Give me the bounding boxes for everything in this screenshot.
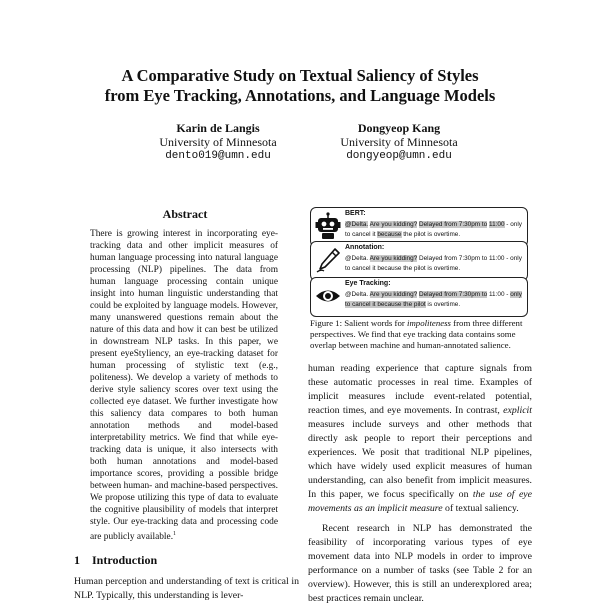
paragraph: Recent research in NLP has demonstrated the feasibility of incorporating various types of eye movement data into NLP models in order to improve performance on a number of tasks (see Table 2 for an overview). However, this is still an underexplored area; best practices remain unclear. xyxy=(308,523,532,604)
author-email: dento019@umn.edu xyxy=(165,150,271,162)
plain-word: 11:00 - xyxy=(487,291,511,298)
author-block-2 xyxy=(289,121,509,163)
robot-icon xyxy=(315,212,341,240)
text-run: human reading experience that capture signals from these automatic processes in real time. Examples of implicit measures include event-related potential, reaction times, and eye movements. In contrast, xyxy=(308,363,532,416)
salient-word: 11:00 xyxy=(489,221,505,228)
intro-paragraph: Human perception and understanding of text is critical in NLP. Typically, this understanding is lever- xyxy=(74,576,299,601)
figure-box-annotation xyxy=(310,241,528,281)
plain-word: is overtime. xyxy=(425,301,461,308)
box-text xyxy=(345,254,525,274)
author-affiliation: University of Minnesota xyxy=(340,135,458,149)
footnote-mark: 1 xyxy=(173,531,177,537)
author-name: Karin de Langis xyxy=(176,121,260,135)
salient-word: Delayed from 7:30pm to xyxy=(419,221,488,228)
salient-word: @Delta. xyxy=(345,221,369,228)
paper-title-line-1: A Comparative Study on Textual Saliency of Styles xyxy=(121,66,479,85)
pen-icon xyxy=(315,246,341,274)
text-run: measures include surveys and other methods that directly ask people to report their perceptions and experiences. We posit that traditional NLP pipelines, which have widely used explicit measures of human understanding, can also benefit from implicit measures. In this paper, we focus specifically on xyxy=(308,419,532,500)
salient-word: Are you kidding? xyxy=(369,221,418,228)
plain-word: Delayed from 7:30pm to 11:00 - only to cancel it because the pilot is overtime. xyxy=(345,255,522,272)
abstract-body xyxy=(90,228,278,543)
box-text xyxy=(345,220,525,240)
caption-suffix: from three different perspectives. We find that eye tracking data contains some overlap between machine and human-annotated salience. xyxy=(310,318,523,350)
text-run: of textual saliency. xyxy=(442,503,519,514)
eye-icon xyxy=(315,282,341,310)
salient-word: because xyxy=(377,231,402,238)
section-heading xyxy=(74,553,157,568)
box-text xyxy=(345,290,525,310)
abstract-text: There is growing interest in incorporating eye-tracking data and other implicit measures of human language processing into natural language processing (NLP) pipelines. The data from human language processing contain unique insight into human linguistic understanding that could be exploited by language models. However, many unanswered questions remain about the nature of this data and how it can best be utilized in downstream NLP tasks. In this paper, we present eyeStyliency, an eye-tracking dataset for human processing of stylistic text (e.g., politeness). We develop a variety of methods to derive style saliency scores over text using the collected eye dataset. We further investigate how this saliency data compares to both human annotation methods and model-based interpretability metrics. We find that while eye-tracking data is unique, it also intersects with both human annotations and model-based importance scores, providing a possible bridge between human- and machine-based perspectives. We propose utilizing this type of data to evaluate the cognitive plausibility of models that interpret style. Our eye-tracking data and processing code are publicly available. xyxy=(90,229,278,543)
box-label: Annotation: xyxy=(345,244,385,251)
plain-word: the pilot is overtime. xyxy=(401,231,461,238)
right-column-text xyxy=(308,362,532,612)
abstract-heading: Abstract xyxy=(162,207,208,221)
plain-word: - only to cancel it xyxy=(345,221,522,238)
salient-word: Are you kidding? xyxy=(369,291,418,298)
figure-caption xyxy=(310,318,528,351)
figure-box-eye-tracking xyxy=(310,277,528,317)
box-label: Eye Tracking: xyxy=(345,280,391,287)
plain-word: @Delta. xyxy=(345,291,370,298)
box-label: BERT: xyxy=(345,210,366,217)
author-email: dongyeop@umn.edu xyxy=(346,150,452,162)
author-name: Dongyeop Kang xyxy=(357,121,441,135)
paragraph xyxy=(308,362,532,516)
plain-word: @Delta. xyxy=(345,255,370,262)
salient-word: Delayed from 7:30pm to xyxy=(419,291,488,298)
author-affiliation: University of Minnesota xyxy=(159,135,277,149)
paper-title-line-2: from Eye Tracking, Annotations, and Language Models xyxy=(104,86,496,105)
section-title: Introduction xyxy=(92,553,158,567)
emphasis: the use of eye movements as an implicit measure xyxy=(308,489,532,514)
salient-word: Are you kidding? xyxy=(369,255,418,262)
caption-prefix: Figure 1: Salient words for xyxy=(310,318,407,328)
caption-emphasis: impoliteness xyxy=(407,318,451,328)
emphasis: explicit xyxy=(503,405,532,416)
section-number: 1 xyxy=(74,553,80,567)
salient-word: only to cancel it because the pilot xyxy=(345,291,522,308)
